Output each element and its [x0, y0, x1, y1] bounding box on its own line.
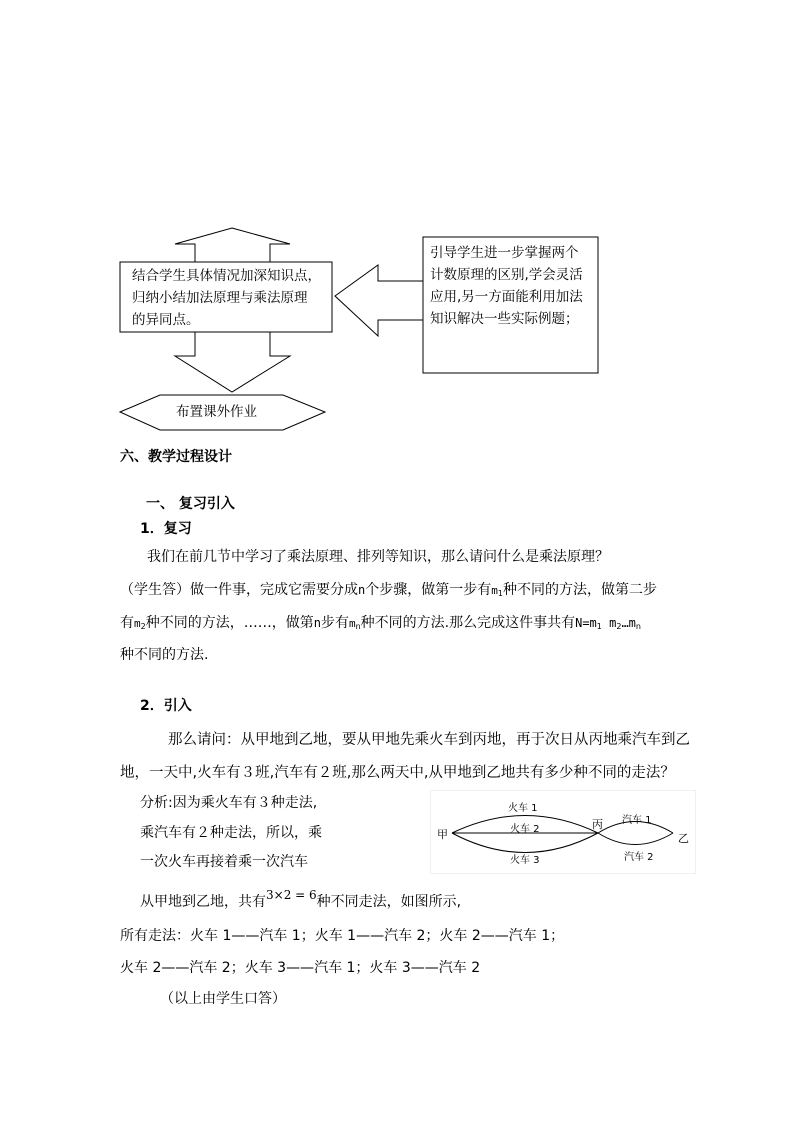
train-2-label: 火车 2 — [510, 824, 540, 835]
left-arrow-shape — [335, 265, 424, 336]
sub-heading: 一、 复习引入 — [146, 496, 235, 512]
item1-title: 1．复习 — [140, 521, 192, 537]
subscript: 2 — [616, 622, 622, 631]
car-2-label: 汽车 2 — [624, 852, 654, 863]
right-box-line: 知识解决一些实际例题； — [430, 311, 579, 327]
subscript: n — [355, 622, 361, 631]
analysis-line3: 一次火车再接着乘一次汽车 — [140, 854, 308, 870]
right-box-line: 引导学生进一步掌握两个 — [430, 245, 579, 261]
subscript: 1 — [497, 589, 503, 598]
text-span: 有 — [120, 615, 134, 631]
text-span: 步有 — [320, 615, 349, 631]
diagram-frame — [431, 791, 696, 874]
train-1-label: 火车 1 — [508, 803, 538, 814]
left-box-line: 归纳小结加法原理与乘法原理 — [132, 290, 308, 306]
text-span: （学生答）做一件事，完成它需要分成 — [120, 582, 358, 598]
formula: N=m — [575, 616, 597, 630]
node-yi: 乙 — [678, 832, 689, 845]
text-span: 从甲地到乙地，共有 — [140, 894, 266, 910]
var-m: m — [134, 617, 141, 630]
var-m: m — [348, 617, 356, 630]
node-bing: 丙 — [592, 818, 603, 831]
subscript: 2 — [140, 622, 146, 631]
text-span: 个步骤，做第一步有 — [365, 582, 492, 598]
analysis-line1: 分析:因为乘火车有３种走法, — [140, 795, 318, 811]
right-box-text — [430, 242, 583, 330]
var-m: m — [491, 584, 498, 597]
subscript: n — [635, 622, 641, 631]
var-n: n — [358, 583, 366, 597]
text-span: 种不同的方法.那么完成这件事共有 — [360, 615, 576, 631]
formula: m — [601, 616, 617, 630]
result-line — [140, 888, 462, 912]
left-box-text — [132, 265, 321, 331]
flowchart — [0, 0, 794, 460]
right-box-line: 计数原理的区别,学会灵活 — [430, 267, 583, 283]
section-heading: 六、教学过程设计 — [120, 449, 232, 465]
review-answer-line1 — [120, 580, 657, 601]
analysis-line2: 乘汽车有２种走法，所以，乘 — [140, 825, 322, 841]
student-note: （以上由学生口答） — [160, 991, 286, 1007]
node-jia: 甲 — [437, 828, 448, 841]
review-question: 我们在前几节中学习了乘法原理、排列等知识，那么请问什么是乘法原理？ — [147, 549, 609, 565]
review-answer-line2 — [120, 613, 641, 634]
text-span: 种不同走法，如图所示, — [316, 894, 462, 910]
car-1-label: 汽车 1 — [622, 815, 652, 826]
review-answer-line3: 种不同的方法. — [120, 647, 209, 663]
item2-title: 2．引入 — [140, 698, 192, 714]
hexagon-label: 布置课外作业 — [176, 404, 257, 420]
var-n: n — [313, 616, 321, 630]
all-routes-line2: 火车 2——汽车 2；火车 3——汽车 1；火车 3——汽车 2 — [120, 960, 481, 976]
right-box-line: 应用,另一方面能利用加法 — [430, 289, 583, 305]
result-formula: 3×2 = 6 — [266, 888, 317, 902]
text-span: 种不同的方法，……，做第 — [145, 615, 314, 631]
left-box-line: 结合学生具体情况加深知识点， — [132, 268, 321, 284]
all-routes-line1: 所有走法：火车 1——汽车 1；火车 1——汽车 2；火车 2——汽车 1； — [120, 928, 565, 944]
train-3-label: 火车 3 — [510, 855, 540, 866]
text-span: 种不同的方法，做第二步 — [502, 582, 657, 598]
formula: …m — [621, 616, 636, 630]
subscript: 1 — [596, 622, 602, 631]
left-box-line: 的异同点。 — [132, 312, 200, 328]
intro-line2: 地，一天中,火车有３班,汽车有２班,那么两天中,从甲地到乙地共有多少种不同的走法？ — [120, 765, 675, 781]
intro-line1: 那么请问：从甲地到乙地，要从甲地先乘火车到丙地，再于次日从丙地乘汽车到乙 — [168, 732, 690, 748]
route-diagram — [430, 790, 696, 874]
